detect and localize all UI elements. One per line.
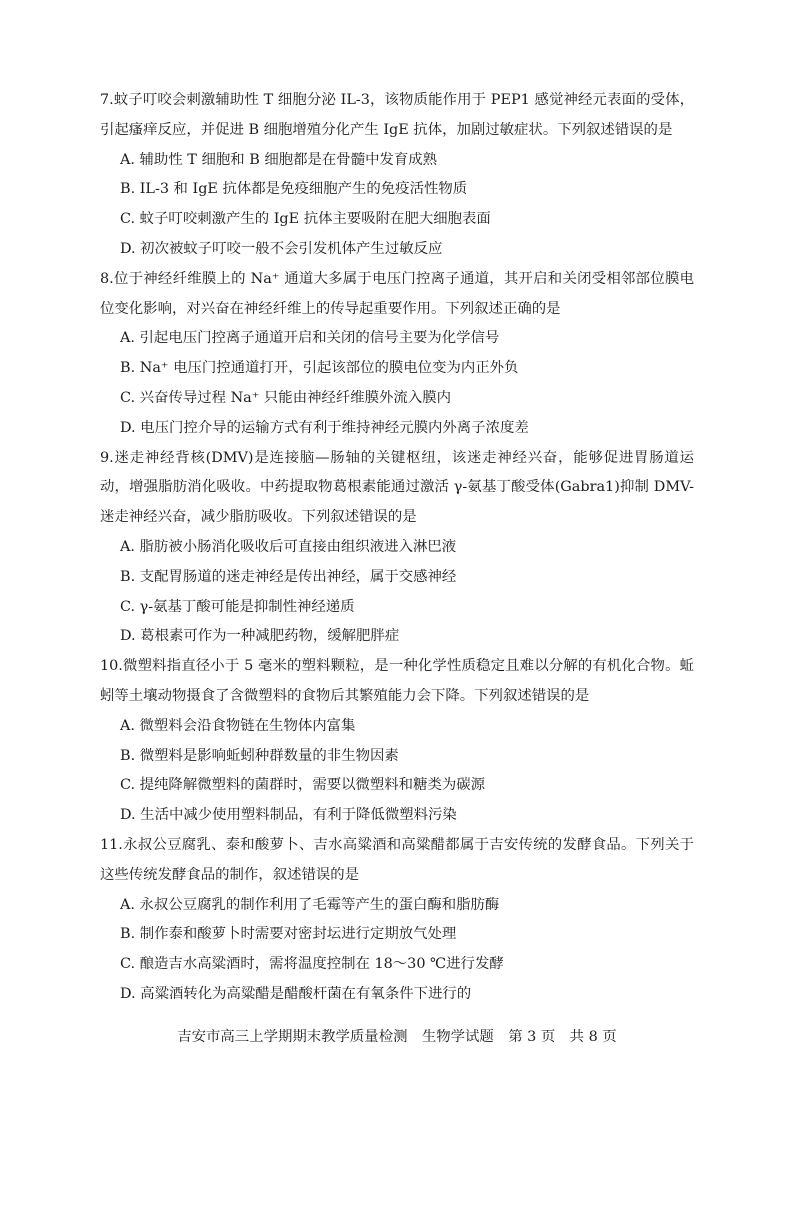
question-text: 永叔公豆腐乳、泰和酸萝卜、吉水高粱酒和高粱醋都属于吉安传统的发酵食品。下列关于这些传统发酵食品的制作，叙述错误的是	[100, 836, 694, 883]
question-stem	[100, 86, 694, 146]
question-9	[100, 444, 694, 653]
question-7	[100, 86, 694, 265]
option-d: D. 葛根素可作为一种减肥药物，缓解肥胖症	[120, 628, 400, 645]
question-10	[100, 652, 694, 831]
option-a: A. 辅助性 T 细胞和 B 细胞都是在骨髓中发育成熟	[120, 151, 438, 168]
option-d: D. 生活中减少使用塑料制品，有利于降低微塑料污染	[120, 807, 457, 824]
option-c: C. γ-氨基丁酸可能是抑制性神经递质	[120, 598, 355, 615]
question-text: 微塑料指直径小于 5 毫米的塑料颗粒，是一种化学性质稳定且难以分解的有机化合物。蚯蚓等土壤动物摄食了含微塑料的食物后其繁殖能力会下降。下列叙述错误的是	[100, 658, 694, 704]
question-number: 9.	[100, 449, 114, 466]
option-b: B. 支配胃肠道的迷走神经是传出神经，属于交感神经	[120, 568, 457, 585]
option-c: C. 提纯降解微塑料的菌群时，需要以微塑料和糖类为碳源	[120, 777, 486, 794]
question-list	[100, 86, 694, 1010]
question-number: 11.	[100, 836, 123, 853]
question-stem	[100, 831, 694, 891]
option-d: D. 电压门控介导的运输方式有利于维持神经元膜内外离子浓度差	[120, 419, 529, 436]
question-stem	[100, 652, 694, 712]
question-text: 迷走神经背核(DMV)是连接脑—肠轴的关键枢纽，该迷走神经兴奋，能够促进胃肠道运动，增强脂肪消化吸收。中药提取物葛根素能通过激活 γ-氨基丁酸受体(Gabra1)抑制 DMV-迷走神经兴奋，减少脂肪吸收。下列叙述错误的是	[100, 449, 694, 526]
question-text: 位于神经纤维膜上的 Na⁺ 通道大多属于电压门控离子通道，其开启和关闭受相邻部位膜电位变化影响，对兴奋在神经纤维上的传导起重要作用。下列叙述正确的是	[100, 270, 694, 317]
option-a: A. 微塑料会沿食物链在生物体内富集	[120, 717, 356, 734]
question-8	[100, 265, 694, 444]
option-c: C. 兴奋传导过程 Na⁺ 只能由神经纤维膜外流入膜内	[120, 389, 451, 406]
option-c: C. 蚊子叮咬刺激产生的 IgE 抗体主要吸附在肥大细胞表面	[120, 211, 491, 228]
question-number: 7.	[100, 92, 114, 108]
option-b: B. 制作泰和酸萝卜时需要对密封坛进行定期放气处理	[120, 926, 457, 943]
option-a: A. 引起电压门控离子通道开启和关闭的信号主要为化学信号	[120, 330, 500, 347]
question-stem	[100, 444, 694, 533]
option-d: D. 初次被蚊子叮咬一般不会引发机体产生过敏反应	[120, 240, 443, 257]
option-a: A. 永叔公豆腐乳的制作利用了毛霉等产生的蛋白酶和脂肪酶	[120, 896, 500, 913]
question-11	[100, 831, 694, 1010]
option-b: B. IL-3 和 IgE 抗体都是免疫细胞产生的免疫活性物质	[120, 181, 468, 198]
question-number: 10.	[100, 658, 123, 675]
option-c: C. 酿造吉水高粱酒时，需将温度控制在 18～30 ℃进行发酵	[120, 956, 504, 973]
option-d: D. 高粱酒转化为高粱醋是醋酸杆菌在有氧条件下进行的	[120, 985, 472, 1002]
option-a: A. 脂肪被小肠消化吸收后可直接由组织液进入淋巴液	[120, 538, 457, 555]
question-text: 蚊子叮咬会刺激辅助性 T 细胞分泌 IL-3，该物质能作用于 PEP1 感觉神经元表面的受体，引起瘙痒反应，并促进 B 细胞增殖分化产生 IgE 抗体，加剧过敏症状。下列叙述错误的是	[100, 92, 694, 138]
question-stem	[100, 265, 694, 325]
option-b: B. 微塑料是影响蚯蚓种群数量的非生物因素	[120, 747, 399, 764]
option-b: B. Na⁺ 电压门控通道打开，引起该部位的膜电位变为内正外负	[120, 360, 519, 377]
question-number: 8.	[100, 270, 114, 287]
page-footer: 吉安市高三上学期期末教学质量检测 生物学试题 第 3 页 共 8 页	[177, 1029, 617, 1045]
